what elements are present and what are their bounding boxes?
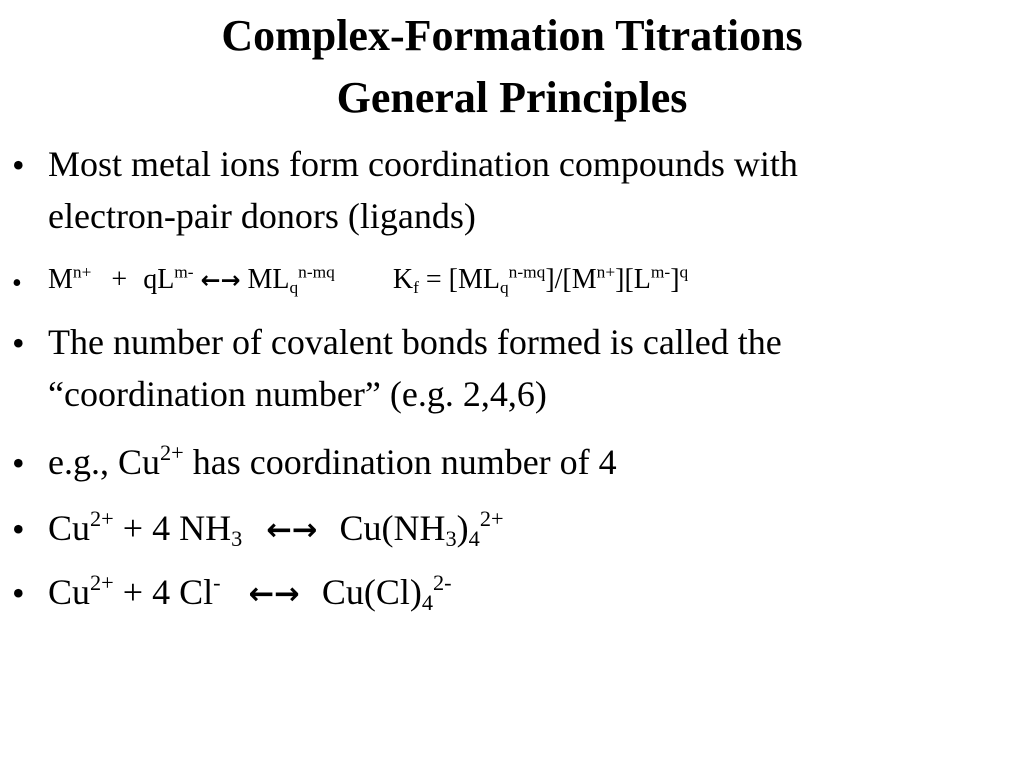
kf-mid-sup: n+	[596, 262, 616, 282]
bullet-marker: •	[12, 573, 25, 613]
metal-charge: n+	[72, 262, 92, 282]
chloride-charge: -	[213, 570, 221, 596]
ammine-sub: 3	[445, 526, 457, 552]
bullet-1-line-1: Most metal ions form coordination compounds with	[48, 144, 798, 184]
bullet-marker: •	[12, 323, 25, 363]
bullet-4-charge: 2+	[160, 440, 184, 466]
slide-title-line-2: General Principles	[336, 73, 688, 122]
bullet-marker: •	[12, 443, 25, 483]
complex-charge: n-mq	[298, 262, 335, 282]
complex: ML	[247, 264, 290, 295]
chloro-charge: 2-	[432, 570, 452, 596]
kf-end-sup: q	[679, 262, 689, 282]
copper-ion: Cu	[48, 572, 91, 612]
copper-ion: Cu	[48, 508, 91, 548]
kf-eq-sub: q	[499, 277, 509, 297]
kf-end: ]	[670, 264, 680, 295]
bullet-1-line-2: electron-pair donors (ligands)	[48, 196, 476, 236]
bullet-4-text	[48, 436, 1008, 488]
kf-mid: ]/[M	[545, 264, 597, 295]
double-arrow-icon: ←→	[266, 513, 318, 548]
kf-symbol: K	[392, 264, 414, 295]
ammine-charge: 2+	[479, 506, 504, 532]
copper-charge: 2+	[90, 506, 114, 532]
ammine-complex: Cu(NH	[339, 508, 446, 548]
metal-ion: M	[48, 264, 73, 295]
chloro-sub: 4	[421, 590, 433, 616]
kf-mid2-sup: m-	[650, 262, 671, 282]
slide-title-line-1: Complex-Formation Titrations	[221, 11, 803, 60]
kf-sub: f	[413, 277, 419, 297]
bullet-4-pre: e.g., Cu	[48, 442, 160, 482]
ammine-paren: )	[456, 508, 469, 548]
chloride-reactant: + 4 Cl	[122, 572, 214, 612]
ammonia-reactant: + 4 NH	[122, 508, 232, 548]
bullet-3-line-2: “coordination number” (e.g. 2,4,6)	[48, 374, 547, 414]
complex-sub: q	[289, 277, 299, 297]
copper-charge: 2+	[90, 570, 114, 596]
chloro-complex: Cu(Cl)	[321, 572, 422, 612]
ligand: qL	[143, 264, 175, 295]
kf-eq: = [ML	[425, 264, 500, 295]
bullet-marker: •	[12, 268, 22, 299]
equilibrium-expression	[48, 254, 1008, 306]
ammonia-sub: 3	[231, 526, 243, 552]
bullet-3-line-1: The number of covalent bonds formed is called the	[48, 322, 782, 362]
chloro-reaction	[48, 566, 1008, 621]
double-arrow-icon: ←→	[200, 266, 241, 294]
plus-sign: +	[111, 264, 128, 295]
ammine-paren-sub: 4	[468, 526, 480, 552]
kf-mid2: ][L	[615, 264, 651, 295]
bullet-marker: •	[12, 145, 25, 185]
double-arrow-icon: ←→	[248, 577, 300, 612]
bullet-4-post: has coordination number of 4	[192, 442, 617, 482]
ammine-reaction	[48, 502, 1008, 557]
kf-eq-sup: n-mq	[508, 262, 546, 282]
ligand-charge: m-	[174, 262, 194, 282]
bullet-marker: •	[12, 509, 25, 549]
